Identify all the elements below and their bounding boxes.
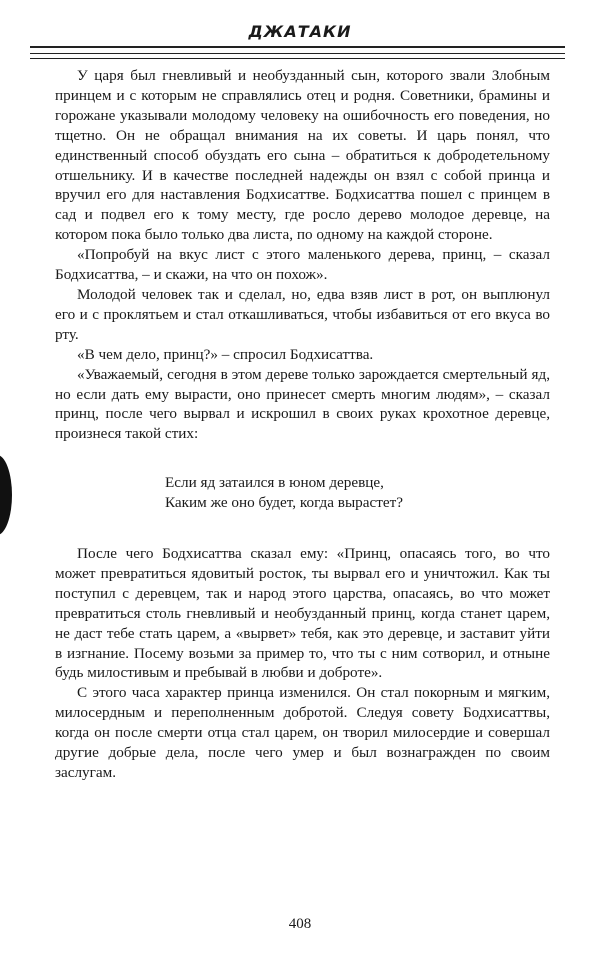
verse [165,473,550,513]
paragraph: «Попробуй на вкус лист с этого маленького дерева, принц, – сказал Бодхисаттва, – и скажи, на что он похож». [55,246,550,284]
paragraph: «Уважаемый, сегодня в этом дереве только зарождается смертельный яд, но если дать ему вырасти, оно принесет смерть многим людям», – сказал принц, после чего вырвал и искрошил в своих руках крохотное деревце, произнеся такой стих: [55,365,550,443]
scan-edge-blot [0,455,12,535]
verse-line: Каким же оно будет, когда вырастет? [165,494,404,512]
paragraph: Молодой человек так и сделал, но, едва взяв лист в рот, он выплюнул его и с проклятьем и стал откашливаться, чтобы избавиться от его вкуса во рту. [55,285,550,343]
page-number: 408 [288,916,312,932]
header-rule [30,46,565,48]
body-text [55,66,550,783]
paragraph: После чего Бодхисаттва сказал ему: «Принц, опасаясь того, во что может превратиться ядовитый росток, ты вырвал его и уничтожил. Как ты поступил с деревцем, так и народ этого царства, опасаясь, во что может превратиться столь гневливый и необузданный принц, когда станет царем, не даст тебе стать царем, а «вырвет» тебя, как это деревце, и заставит уйти в изгнание. Посему возьми за пример то, что ты с ним сотворил, и отныне будь милостивым и пребывай в любви и доброте». [55,545,550,682]
paragraph: У царя был гневливый и необузданный сын, которого звали Злобным принцем и с которым не справлялись отец и родня. Советники, брамины и горожане указывали молодому человеку на ошибочность его поведения, но тщетно. Он не обращал внимания на их советы. И царь понял, что единственный способ обуздать его сына – обратиться к добродетельному отшельнику. И в качестве последней надежды он взял с собой принца и вручил его для наставления Бодхисаттве. Бодхисаттва пошел с принцем в сад и подвел его к тому месту, где росло дерево молодое деревце, на котором пока было только два листа, по одному на каждой стороне. [55,67,550,244]
paragraph: «В чем дело, принц?» – спросил Бодхисаттва. [77,345,374,363]
paragraph: С этого часа характер принца изменился. Он стал покорным и мягким, милосердным и переполненным добротой. Следуя совету Бодхисаттвы, когда он после смерти отца стал царем, он творил милосердие и совершал другие добрые дела, после чего умер и был вознагражден по своим заслугам. [55,684,550,781]
header-rule [30,58,565,59]
verse-line: Если яд затаился в юном деревце, [165,474,384,492]
running-header: ДЖАТАКИ [248,22,352,41]
header-rule [30,53,565,54]
